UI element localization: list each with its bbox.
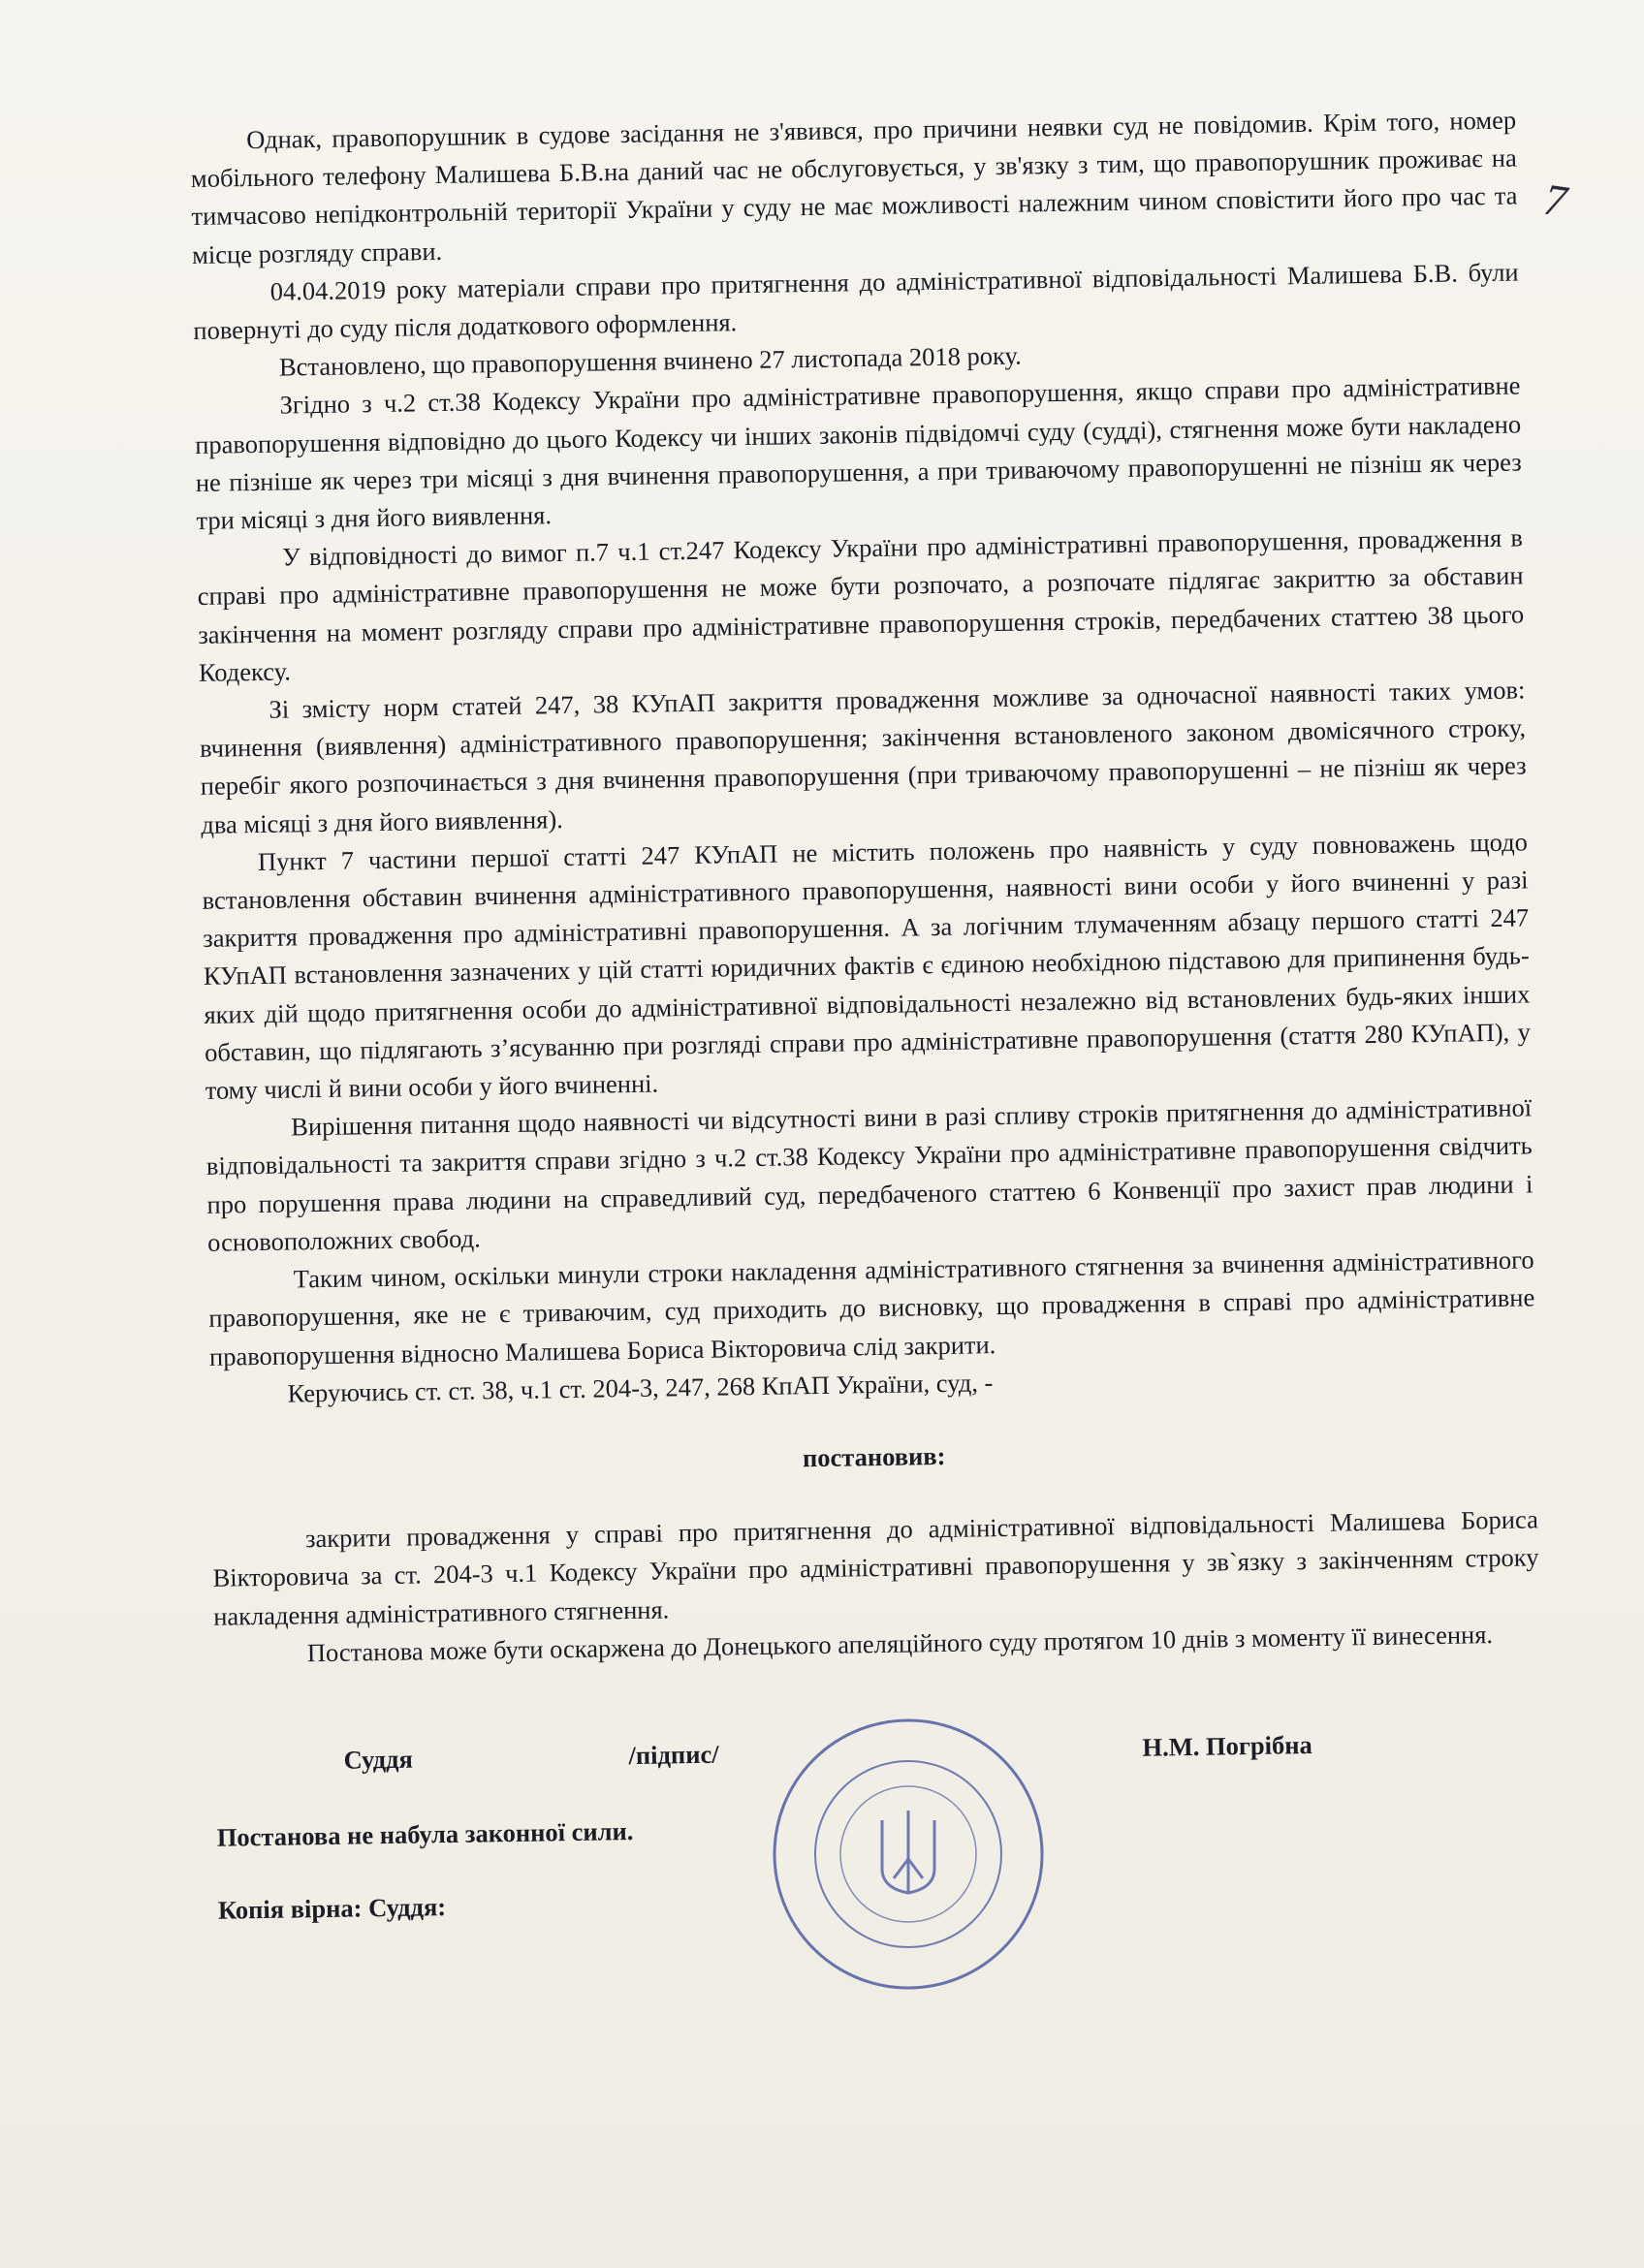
paragraph-6: Зі змісту норм статей 247, 38 КУпАП закриття провадження можливе за одночасної наявності таких умов: вчинення (виявлення) адміністративного правопорушення; закінчення встановленого законом двомісячного строку, перебіг якого розпочинається з дня вчинення правопорушення (при триваючому правопорушенні – не пізніш як через два місяці з дня його виявлення).: [199, 675, 1527, 839]
paragraph-3: Встановлено, що правопорушення вчинено 27 листопада 2018 року.: [278, 340, 1022, 382]
resolution-paragraph-1: закрити провадження у справі про притягнення до адміністративної відповідальності Малишева Бориса Вікторовича за ст. 204-3 ч.1 Кодексу України про адміністративні правопорушення у зв`язку з закінченням строку накладення адміністративного стягнення.: [212, 1504, 1539, 1631]
document-body: [190, 102, 1544, 1931]
not-in-force-note: Постанова не набула законної сили.: [216, 1815, 634, 1852]
paragraph-4: Згідно з ч.2 ст.38 Кодексу України про адміністративне правопорушення, якщо справи про адміністративне правопорушення відповідно до цього Кодексу чи інших законів підвідомчі суду (судді), стягнення може бути накладено не пізніше як через три місяці з дня вчинення правопорушення, а при триваючому правопорушенні не пізніш як через три місяці з дня його виявлення.: [194, 370, 1522, 535]
resolution-paragraph-2: Постанова може бути оскаржена до Донецького апеляційного суду протягом 10 днів з моменту її винесення.: [306, 1619, 1494, 1668]
paragraph-8: Вирішення питання щодо наявності чи відсутності вини в разі спливу строків притягнення до адміністративної відповідальності та закриття справи згідно з ч.2 ст.38 Кодексу України про адміністративне правопорушення свідчить про порушення права людини на справедливий суд, передбаченого статтею 6 Конвенції про захист прав людини і основоположних свобод.: [206, 1092, 1533, 1257]
paragraph-1: Однак, правопорушник в судове засідання не з'явився, про причини неявки суд не повідомив. Крім того, номер мобільного телефону Малишева Б.В.на даний час не обслуговується, у зв'язку з тим, що правопорушник проживає на тимчасово непідконтрольній території України у суду не має можливості належним чином сповістити його про час та місце розгляду справи.: [190, 105, 1518, 269]
signature-mark: /підпис/: [628, 1739, 719, 1771]
paragraph-10: Керуючись ст. ст. 38, ч.1 ст. 204-3, 247, 268 КпАП України, суд, -: [287, 1367, 994, 1408]
resolution-heading: постановив:: [802, 1440, 946, 1473]
paragraph-5: У відповідності до вимог п.7 ч.1 ст.247 Кодексу України про адміністративні правопорушення, провадження в справі про адміністративне правопорушення не може бути розпочато, а розпочате підлягає закриттю за обставин закінчення на момент розгляду справи про адміністративне правопорушення строків, передбачених статтею 38 цього Кодексу.: [197, 522, 1525, 687]
paragraph-2: 04.04.2019 року матеріали справи про притягнення до адміністративної відповідальності Малишева Б.В. були повернуті до суду після додаткового оформлення.: [193, 257, 1519, 345]
paragraph-7: Пункт 7 частини першої статті 247 КУпАП не містить положень про наявність у суду повноважень щодо встановлення обставин вчинення адміністративного правопорушення, наявності вини особи у його вчиненні у разі закриття провадження про адміністративні правопорушення. А за логічним тлумаченням абзацу першого статті 247 КУпАП встановлення зазначених у цій статті юридичних фактів є єдиною необхідною підставою для припинення будь-яких дій щодо притягнення особи до адміністративної відповідальності незалежно від встановлених будь-яких інших обставин, що підлягають з’ясуванню при розгляді справи про адміністративне правопорушення (стаття 280 КУпАП), у тому числі й вини особи у його вчиненні.: [202, 827, 1532, 1105]
judge-label: Суддя: [343, 1744, 414, 1775]
judge-name: Н.М. Погрібна: [1142, 1729, 1312, 1762]
copy-true-note: Копія вірна: Суддя:: [217, 1892, 447, 1925]
court-stamp: [768, 1714, 1049, 1995]
trident-emblem-icon: [882, 1811, 934, 1893]
page-mark: 7: [1540, 173, 1570, 227]
paragraph-9: Таким чином, оскільки минули строки накладення адміністративного стягнення за вчинення адміністративного правопорушення, яке не є триваючим, суд приходить до висновку, що провадження в справі про адміністративне правопорушення відносно Малишева Бориса Вікторовича слід закрити.: [208, 1244, 1535, 1371]
